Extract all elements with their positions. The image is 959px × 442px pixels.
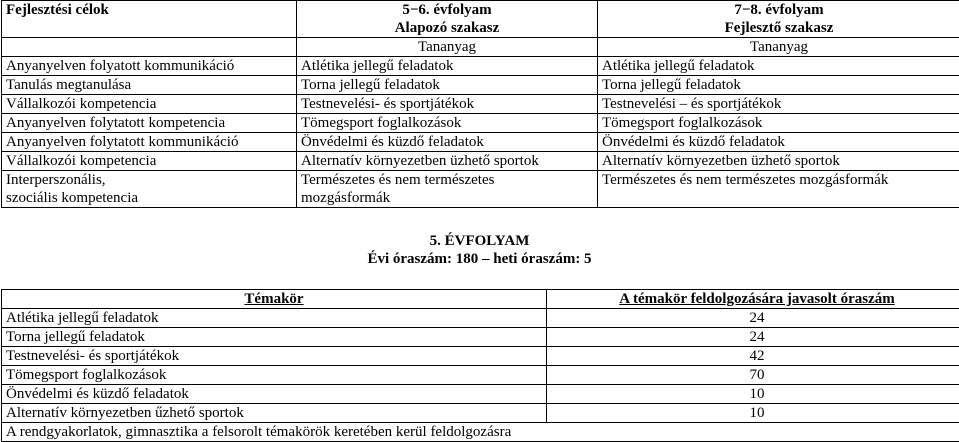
topic-cell: Önvédelmi és küzdő feladatok (2, 385, 547, 404)
hours-cell: 24 (547, 309, 959, 328)
tananyag-row (2, 38, 959, 57)
table-row (2, 133, 959, 152)
hours-cell: 10 (547, 385, 959, 404)
section-title: 5. ÉVFOLYAM (429, 233, 530, 249)
topics-table (1, 289, 959, 442)
content-7-8-cell: Torna jellegű feladatok (598, 76, 959, 95)
header-grade-7-8 (598, 1, 959, 38)
header-topic-label: Témakör (244, 291, 304, 307)
header-goals-label: Fejlesztési célok (6, 2, 109, 18)
topic-cell: Torna jellegű feladatok (2, 328, 547, 347)
header-hours-label: A témakör feldolgozására javasolt óraszám (619, 291, 895, 307)
content-5-6-cell: Tömegsport foglalkozások (297, 114, 598, 133)
table-header-row (2, 1, 959, 38)
topic-cell: Atlétika jellegű feladatok (2, 309, 547, 328)
tananyag-cell-5-6: Tananyag (297, 38, 598, 57)
content-5-6-cell: Torna jellegű feladatok (297, 76, 598, 95)
content-line-1: Természetes és nem természetes (301, 172, 495, 188)
header-goals (2, 1, 297, 38)
table-row (2, 347, 959, 366)
content-5-6-cell (297, 171, 598, 208)
header-grade-5-6-stage: Alapozó szakasz (394, 20, 500, 36)
table-row (2, 76, 959, 95)
header-grade-5-6 (297, 1, 598, 38)
table-row (2, 171, 959, 208)
footer-row (2, 423, 959, 442)
table-row (2, 309, 959, 328)
goal-cell: Tanulás megtanulása (2, 76, 297, 95)
table-row (2, 404, 959, 423)
goal-line-1: Interperszonális, (6, 172, 106, 188)
content-5-6-cell: Önvédelmi és küzdő feladatok (297, 133, 598, 152)
table-row (2, 328, 959, 347)
header-grade-7-8-stage: Fejlesztő szakasz (724, 20, 834, 36)
content-7-8-cell: Testnevelési – és sportjátékok (598, 95, 959, 114)
header-grade-5-6-title: 5−6. évfolyam (402, 2, 492, 18)
content-7-8-cell: Önvédelmi és küzdő feladatok (598, 133, 959, 152)
topic-cell: Testnevelési- és sportjátékok (2, 347, 547, 366)
content-5-6-cell: Alternatív környezetben üzhető sportok (297, 152, 598, 171)
hours-cell: 24 (547, 328, 959, 347)
section-heading (0, 232, 959, 268)
development-goals-table (1, 0, 959, 208)
content-7-8-cell: Atlétika jellegű feladatok (598, 57, 959, 76)
content-7-8-cell: Tömegsport foglalkozások (598, 114, 959, 133)
hours-cell: 70 (547, 366, 959, 385)
topics-header-row (2, 290, 959, 309)
goal-cell (2, 171, 297, 208)
hours-cell: 42 (547, 347, 959, 366)
header-hours (547, 290, 959, 309)
topic-cell: Tömegsport foglalkozások (2, 366, 547, 385)
header-topic (2, 290, 547, 309)
table-row (2, 385, 959, 404)
goal-cell: Vállalkozói kompetencia (2, 152, 297, 171)
goal-cell: Vállalkozói kompetencia (2, 95, 297, 114)
goal-cell: Anyanyelven folyatott kommunikáció (2, 57, 297, 76)
goal-cell: Anyanyelven folytatott kompetencia (2, 114, 297, 133)
table-row (2, 57, 959, 76)
hours-cell: 10 (547, 404, 959, 423)
table-row (2, 152, 959, 171)
tananyag-empty-cell (2, 38, 297, 57)
tananyag-cell-7-8: Tananyag (598, 38, 959, 57)
content-5-6-cell: Atlétika jellegű feladatok (297, 57, 598, 76)
content-7-8-cell: Természetes és nem természetes mozgásformák (598, 171, 959, 208)
table-row (2, 114, 959, 133)
footer-note: A rendgyakorlatok, gimnasztika a felsorolt témakörök keretében kerül feldolgozásra (2, 423, 959, 442)
table-row (2, 95, 959, 114)
content-5-6-cell: Testnevelési- és sportjátékok (297, 95, 598, 114)
content-7-8-cell: Alternatív környezetben üzhető sportok (598, 152, 959, 171)
goal-line-2: szociális kompetencia (6, 190, 139, 206)
header-grade-7-8-title: 7−8. évfolyam (734, 2, 824, 18)
topic-cell: Alternatív környezetben űzhető sportok (2, 404, 547, 423)
content-line-2: mozgásformák (301, 190, 391, 206)
goal-cell: Anyanyelven folytatott kommunikáció (2, 133, 297, 152)
section-subtitle: Évi óraszám: 180 – heti óraszám: 5 (367, 251, 592, 267)
table-row (2, 366, 959, 385)
